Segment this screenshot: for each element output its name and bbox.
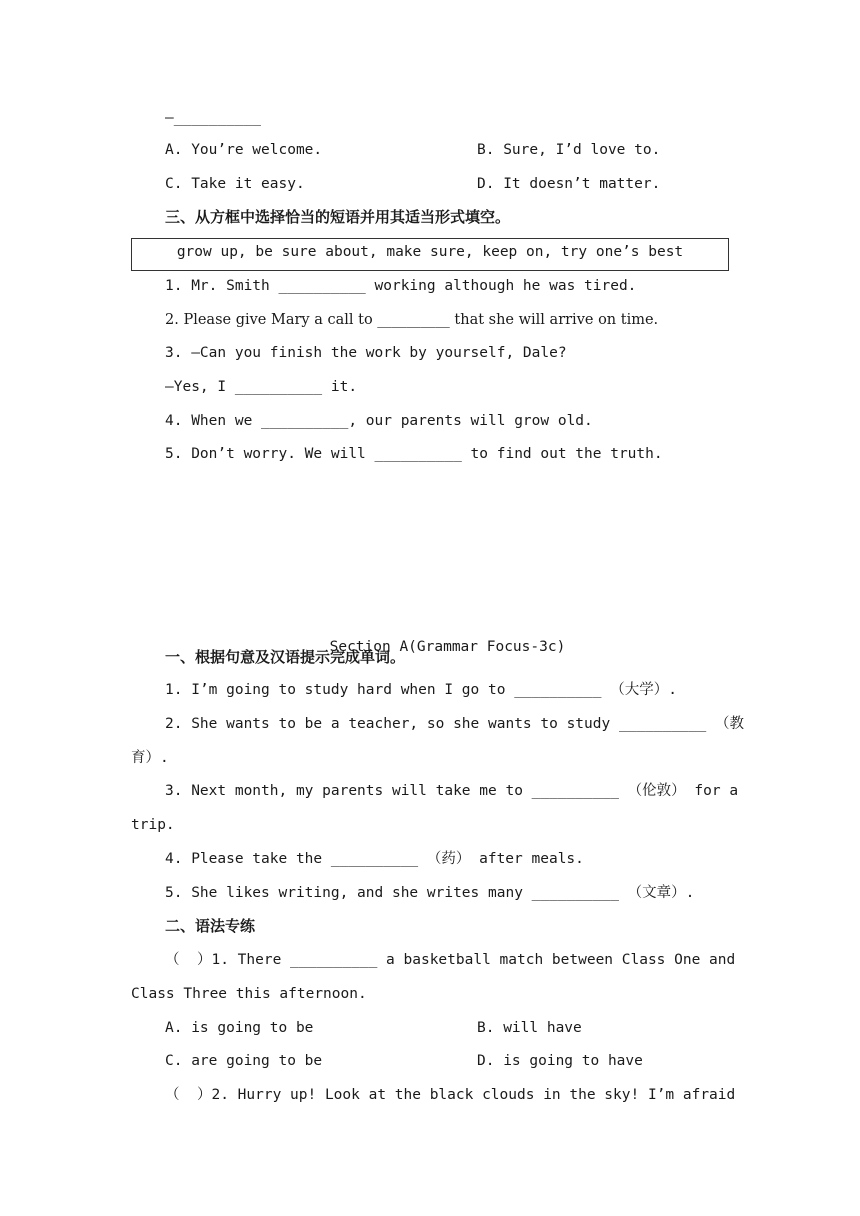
part1-heading: 一、根据句意及汉语提示完成单词。 [165, 648, 406, 666]
exercise-line: 4. When we __________, our parents will grow old. [165, 413, 593, 429]
exercise-line: 2. She wants to be a teacher, so she wants to study __________ （教 [165, 716, 744, 732]
phrase-list: grow up, be sure about, make sure, keep on, try one’s best [176, 244, 684, 260]
option-a: A. You’re welcome. [165, 142, 323, 158]
exercise-line: 4. Please take the __________ （药） after meals. [165, 851, 584, 867]
exercise-line: 1. I’m going to study hard when I go to __________ （大学）. [165, 682, 677, 698]
exercise-line: （ ）2. Hurry up! Look at the black clouds in the sky! I’m afraid [165, 1087, 736, 1103]
exercise-line: 5. She likes writing, and she writes many __________ （文章）. [165, 885, 695, 901]
option-row [0, 1016, 860, 1040]
exercise-line: 1. Mr. Smith __________ working although he was tired. [165, 278, 637, 294]
answer-line: —__________ [165, 110, 262, 126]
phrase-box [131, 238, 729, 271]
option-row [0, 138, 860, 162]
exercise-line: Class Three this afternoon. [131, 986, 367, 1002]
option-c: C. Take it easy. [165, 176, 305, 192]
part3-heading: 三、从方框中选择恰当的短语并用其适当形式填空。 [165, 208, 511, 226]
exercise-line: 2. Please give Mary a call to __________ that she will arrive on time. [165, 312, 659, 328]
option-b: B. Sure, I’d love to. [477, 142, 661, 158]
exercise-line: —Yes, I __________ it. [165, 379, 358, 395]
option-b: B. will have [477, 1020, 582, 1036]
exercise-line: trip. [131, 817, 175, 833]
option-d: D. is going to have [477, 1053, 643, 1069]
exercise-line: 5. Don’t worry. We will __________ to find out the truth. [165, 446, 663, 462]
exercise-line: 3. —Can you finish the work by yourself, Dale? [165, 345, 567, 361]
exercise-line: （ ）1. There __________ a basketball match between Class One and [165, 952, 736, 968]
exercise-line: 育）. [131, 750, 169, 766]
option-row [0, 172, 860, 196]
option-row [0, 1049, 860, 1073]
section-title: Section A(Grammar Focus-3c) [329, 639, 566, 655]
exercise-line: 3. Next month, my parents will take me to __________ （伦敦） for a [165, 783, 739, 799]
option-d: D. It doesn’t matter. [477, 176, 661, 192]
part2-heading: 二、语法专练 [165, 917, 256, 935]
option-c: C. are going to be [165, 1053, 323, 1069]
option-a: A. is going to be [165, 1020, 314, 1036]
